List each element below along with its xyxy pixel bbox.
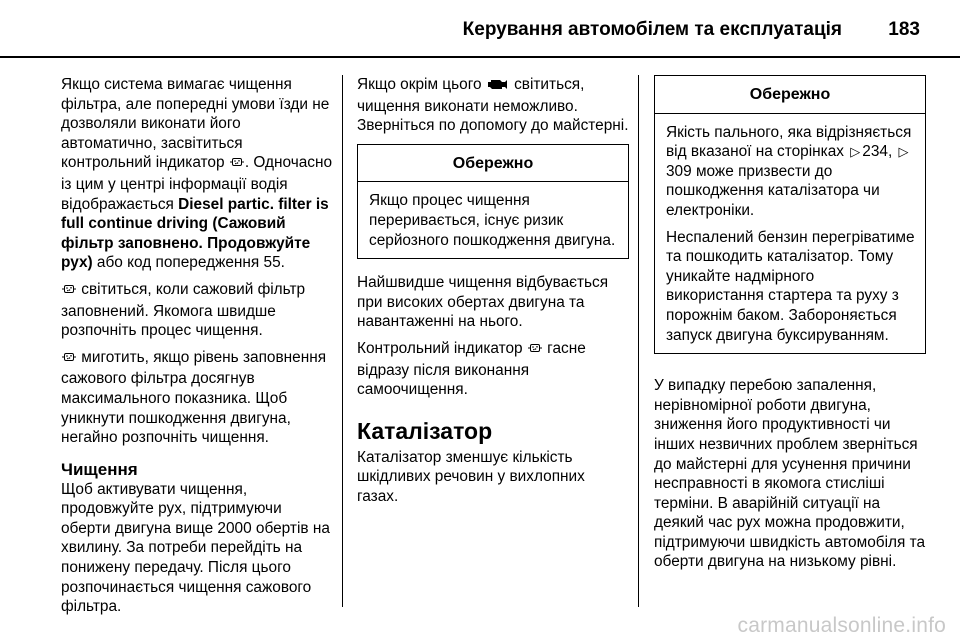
diesel-particle-filter-icon xyxy=(62,282,76,302)
caution-text: Якщо процес чищення переривається, існує ризик серйозного пошкодження двигуна. xyxy=(369,192,616,249)
paragraph: У випадку перебою запалення, нерівномірної роботи двигуна, зниження його продуктивності чи інших незвичних проблем зверніться до майстерні для усунення причини несправності в якомога стисліші терміни. В аварійній ситуації на деякий час рух можна продовжити, підтримуючи швидкість автомобіля та оберти двигуна на низькому рівні. xyxy=(654,377,926,571)
page-reference[interactable]: 234 xyxy=(862,143,888,161)
text-column-left xyxy=(61,75,333,617)
diesel-particle-filter-icon xyxy=(528,341,542,361)
caution-title: Обережно xyxy=(655,76,925,114)
section-heading: Каталізатор xyxy=(357,417,493,444)
page-reference-arrow-icon: ▷ xyxy=(850,144,861,160)
watermark: carmanualsonline.info xyxy=(737,614,946,637)
paragraph: Каталізатор зменшує кількість шкідливих речовин у вихлопних газах. xyxy=(357,448,585,505)
check-engine-icon xyxy=(487,77,509,97)
section-heading: Чищення xyxy=(61,459,138,479)
paragraph: Щоб активувати чищення, продовжуйте рух, підтримуючи оберти двигуна вище 2000 обертів на хвилину. За потреби перейдіть на понижену передачу. Після цього розпочинається чищення сажового фільтра. xyxy=(61,480,330,616)
paragraph: Найшвидше чищення відбувається при високих обертах двигуна та навантаженні на нього. xyxy=(357,274,609,331)
page-reference-arrow-icon: ▷ xyxy=(898,144,909,160)
paragraph: Контрольний індикатор гасне відразу після виконання самоочищення. xyxy=(357,339,586,399)
page-header xyxy=(0,0,960,58)
page-title: Керування автомобілем та експлуатація xyxy=(462,19,842,40)
caution-box xyxy=(654,75,926,354)
page-number: 183 xyxy=(888,19,920,40)
header-divider xyxy=(0,56,960,58)
text-column-middle xyxy=(357,75,629,507)
page-reference[interactable]: 309 xyxy=(666,162,692,180)
paragraph: миготить, якщо рівень заповнення сажового фільтра досягнув максимального показника. Щоб уникнути пошкодження двигуна, негайно розпочніть чищення. xyxy=(61,348,327,447)
paragraph: Якщо система вимагає чищення фільтра, але попередні умови їзди не дозволяли виконати його автоматично, засвітиться контрольний індикатор . Одночасно із цим у центрі інформації водія відображається Diesel partic. filter is full continue driving (Сажовий фільтр заповнено. Продовжуйте рух) або код попередження 55. xyxy=(61,76,333,272)
paragraph: Якщо окрім цього світиться, чищення виконати неможливо. Зверніться по допомогу до майстерні. xyxy=(357,76,629,135)
diesel-particle-filter-icon xyxy=(62,350,76,370)
caution-text: Якість пального, яка відрізняється від вказаної на сторінках ▷ 234, ▷309 може призвести до пошкодження каталізатора чи електроніки. xyxy=(666,123,912,219)
caution-text: Неспалений бензин перегріватиме та пошкодить каталізатор. Тому уникайте надмірного використання стартера та руху з порожнім баком. Забороняється запуск двигуна буксируванням. xyxy=(666,228,915,344)
caution-title: Обережно xyxy=(358,145,628,183)
diesel-particle-filter-icon xyxy=(230,155,244,175)
column-divider xyxy=(638,75,639,607)
column-divider xyxy=(342,75,343,607)
caution-box xyxy=(357,144,629,259)
text-column-right xyxy=(654,75,926,572)
paragraph: світиться, коли сажовий фільтр заповнений. Якомога швидше розпочніть процес чищення. xyxy=(61,280,306,340)
